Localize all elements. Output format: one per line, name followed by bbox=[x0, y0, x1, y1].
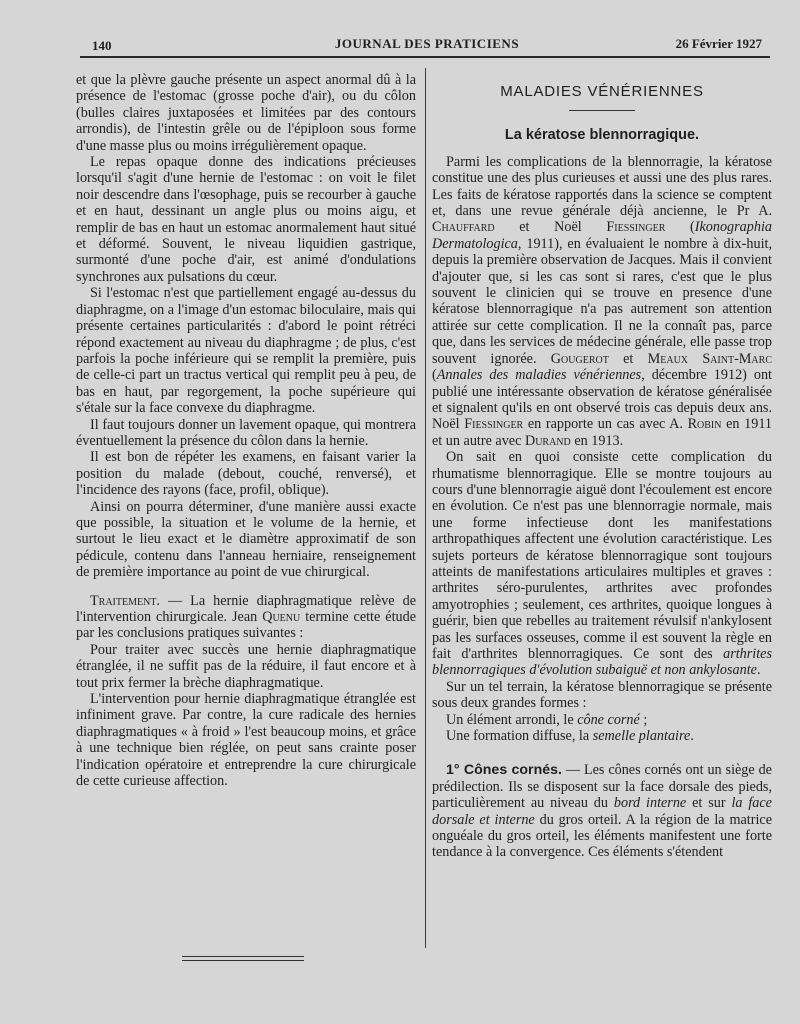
page-header bbox=[92, 34, 762, 56]
right-column bbox=[432, 72, 772, 861]
paragraph: L'intervention pour hernie diaphragmatique étranglée est infiniment grave. Par contre, la cure radicale des hernies diaphragmatiques « à froid » l'est beaucoup moins, et grâce à une technique bien réglée, on peut sans crainte poser l'indication opératoire et entreprendre la cure chirurgicale de cette curieuse affection. bbox=[76, 691, 416, 790]
paragraph: Une formation diffuse, la semelle plantaire. bbox=[446, 728, 694, 745]
paragraph: Ainsi on pourra déterminer, d'une manière aussi exacte que possible, la situation et le volume de la hernie, et surtout le lieu exact et le diamètre approximatif de son pédicule, contenu dans l'anneau herniaire, renseignement de première importance au point de vue chirurgical. bbox=[76, 498, 416, 581]
paragraph: Il faut toujours donner un lavement opaque, qui montrera éventuellement la présence du côlon dans la hernie. bbox=[76, 416, 416, 449]
column-divider bbox=[425, 68, 426, 948]
page-number: 140 bbox=[92, 38, 112, 53]
paragraph: Sur un tel terrain, la kératose blennorragique se présente sous deux grandes formes : bbox=[432, 678, 772, 712]
subsection-lead: 1° Cônes cornés. bbox=[446, 762, 562, 779]
section-rule bbox=[569, 110, 635, 111]
section-lead: Traitement. bbox=[90, 592, 160, 609]
journal-title: JOURNAL DES PRATICIENS bbox=[334, 36, 520, 51]
article-end-rule bbox=[182, 956, 304, 961]
paragraph: On sait en quoi consiste cette complication du rhumatisme blennorragique. Elle se montre toujours au cours d'une blennorragie aiguë dont l'écoulement est encore en évolution. Ce n'est pas une blennorragie normale, mais une forme infectieuse dont les manifestations arthropathiques affectent une évolution caractéristique. Les sujets porteurs de kératose blennorragique sont toujours atteints de manifestations articulaires multiples et graves : arthrites séro-purulentes, arthrites avec profondes amyotrophies ; seulement, ces arthrites, quoique longues à guérir, bien que rebelles au traitement révulsif n'ankylosent pas les surfaces osseuses, comme il est souvent la règle en fait d'arthrites blennorragiques. Ce sont des arthrites blennorragiques d'évolution subaiguë et non ankylosante. bbox=[432, 449, 772, 679]
section-title: MALADIES VÉNÉRIENNES bbox=[500, 83, 704, 100]
author-name: Quenu bbox=[262, 609, 301, 625]
paragraph-cones: 1° Cônes cornés. — Les cônes cornés ont un siège de prédilection. Ils se disposent sur la face dorsale des pieds, particulièrement au niveau du bord interne et sur la face dorsale et interne du gros orteil. A la région de la matrice onguéale du gros orteil, les éléments manifestent une forte tendance à la convergence. Ces éléments s'étendent bbox=[432, 762, 772, 861]
paragraph: et que la plèvre gauche présente un aspect anormal dû à la présence de l'estomac (grosse poche d'air), ou du côlon (bulles claires juxtaposées et limitées par des contours arrondis), de l'intestin grêle ou de l'épiploon sous forme d'une masse plus ou moins irrégulièrement opaque. bbox=[76, 72, 416, 154]
paragraph: Un élément arrondi, le cône corné ; bbox=[446, 711, 648, 728]
paragraph: Il est bon de répéter les examens, en faisant varier la position du malade (debout, couché, renversé), et l'incidence des rayons (face, profil, oblique). bbox=[76, 449, 416, 499]
issue-date: 26 Février 1927 bbox=[675, 36, 762, 51]
paragraph: Le repas opaque donne des indications précieuses lorsqu'il s'agit d'une hernie de l'estomac : on voit le filet noir descendre dans l'œsophage, puis se recourber à gauche et en haut, dessinant un angle plus ou moins aigu, et remplir de bas en haut un estomac anormalement haut situé et déformé. Souvent, le niveau liquidien gastrique, surmonté d'une poche d'air, est animé d'ondulations synchrones aux pulsations du cœur. bbox=[76, 154, 416, 285]
paragraph: Parmi les complications de la blennorragie, la kératose constitue une des plus curieuses et aussi une des plus rares. Les faits de kératose rapportés dans la science se comptent et, dans une revue générale déjà ancienne, le Pr A. Chauffard et Noël Fiessinger (Ikonographia Dermatologica, 1911), en évaluaient le nombre à dix-huit, depuis la première observation de Jacques. Mais il convient d'ajouter que, si les cas sont si rares, c'est que le plus souvent le clinicien qui se trouve en presence d'une kératose blennorragique n'a pas autrement son attention attirée sur cette complication. Il ne la connaît pas, parce que, dans les services de médecine générale, elle passe trop souvent ignorée. Gougerot et Meaux Saint-Marc (Annales des maladies vénériennes, décembre 1912) ont publié une intéressante observation de kératose généralisée et signalent qu'ils en ont observé trois cas depuis deux ans. Noël Fiessinger en rapporte un cas avec A. Robin en 1911 et un autre avec Durand en 1913. bbox=[432, 153, 772, 449]
paragraph: Pour traiter avec succès une hernie diaphragmatique étranglée, il ne suffit pas de la réduire, il faut encore et à tout prix fermer la brèche diaphragmatique. bbox=[76, 641, 416, 691]
left-column bbox=[76, 72, 416, 789]
paragraph: Si l'estomac n'est que partiellement engagé au-dessus du diaphragme, on a l'image d'un estomac biloculaire, mais qui présente certaines particularités : d'abord le point rétréci répond exactement au niveau du diaphragme ; de plus, c'est parfois la poche inférieure qui se remplit la première, puis de celle-ci part un tractus vertical qui remplit peu à peu, de bas en haut, par regorgement, la poche supérieure qui s'étale sur la face convexe du diaphragme. bbox=[76, 285, 416, 417]
paragraph-traitement: Traitement. — La hernie diaphragmatique relève de l'intervention chirurgicale. Jean Quenu termine cette étude par les conclusions pratiques suivantes : bbox=[76, 592, 416, 642]
header-rule bbox=[80, 56, 770, 58]
article-title: La kératose blennorragique. bbox=[504, 127, 700, 144]
